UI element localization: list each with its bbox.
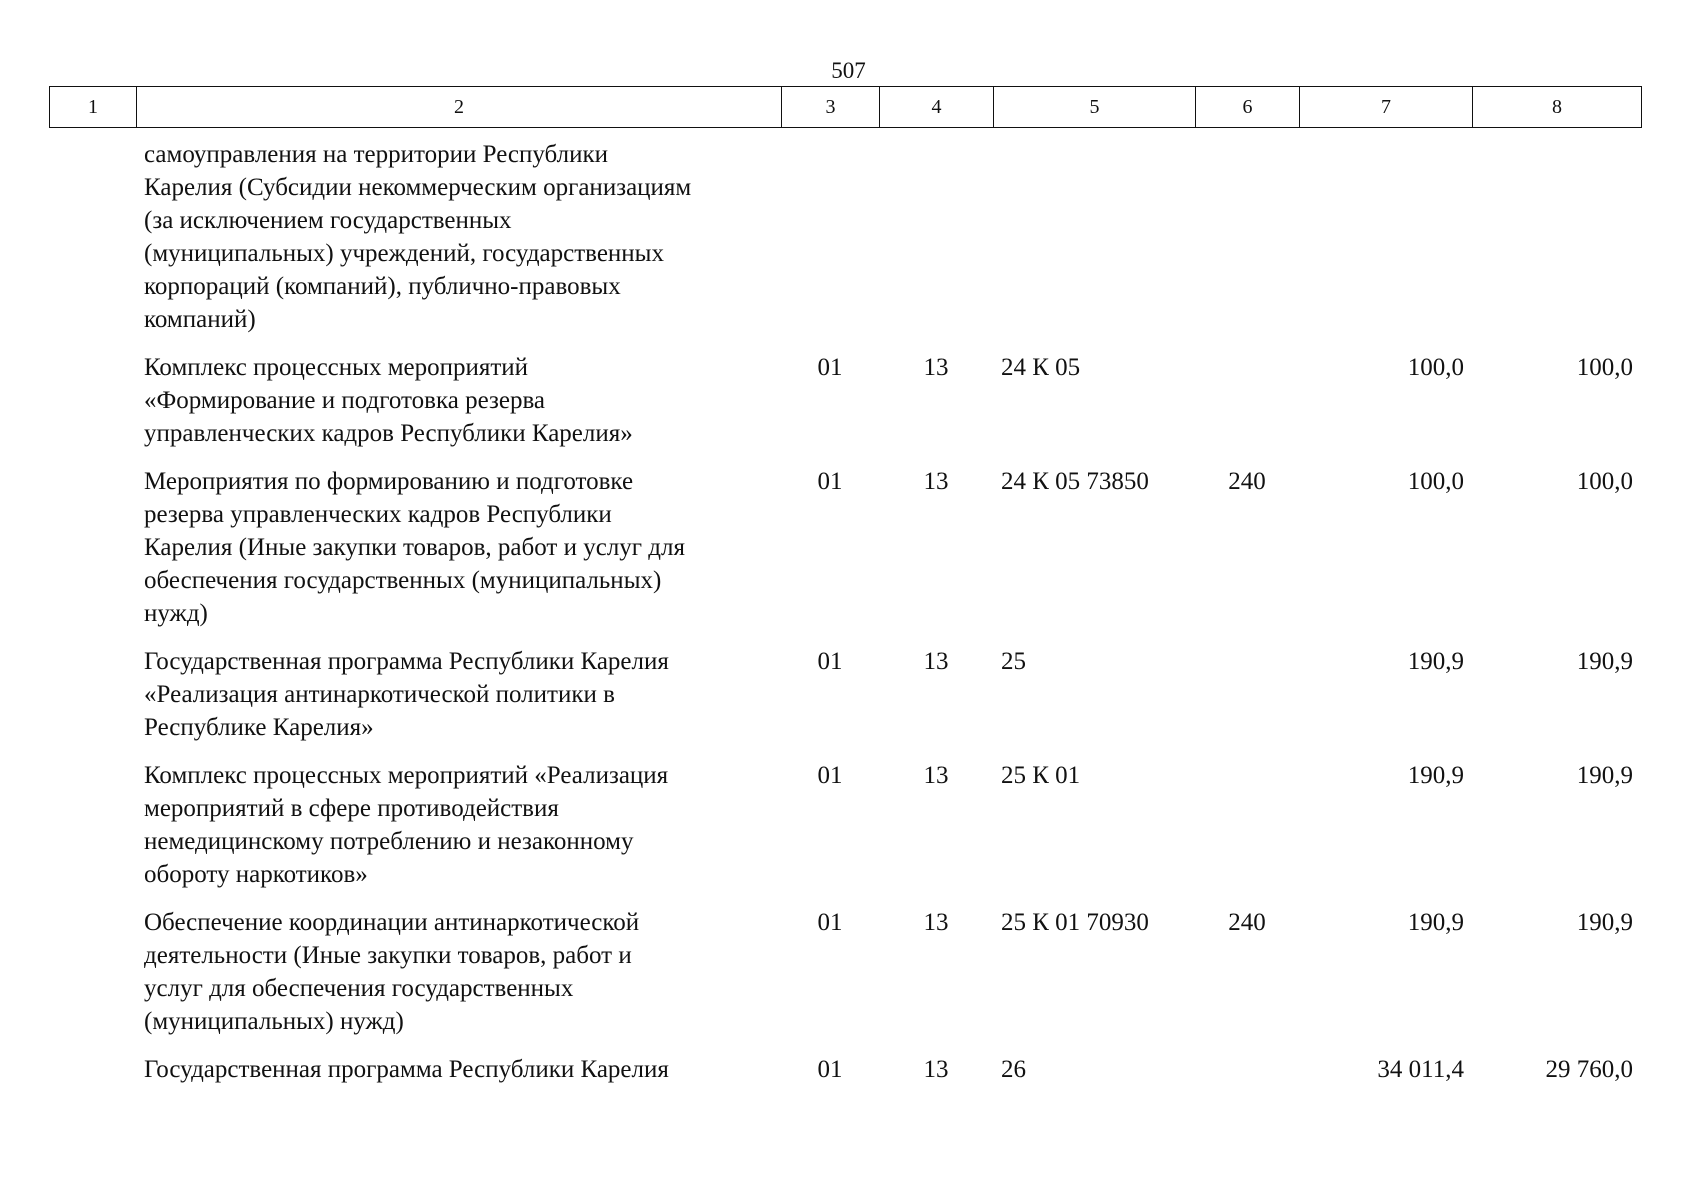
description-line: Карелия (Иные закупки товаров, работ и услуг для	[144, 534, 685, 561]
description-line: управленческих кадров Республики Карелия»	[144, 420, 633, 447]
description-line: Обеспечение координации антинаркотической	[144, 909, 640, 936]
row-expense-type	[1195, 351, 1299, 450]
row-amount-year-1: 100,0	[1407, 354, 1464, 381]
row-description	[136, 1053, 781, 1086]
description-line: Республике Карелия»	[144, 714, 374, 741]
description-line: немедицинскому потреблению и незаконному	[144, 828, 634, 855]
row-spacer	[49, 1053, 136, 1086]
row-amount-year-1: 34 011,4	[1377, 1056, 1464, 1083]
description-line: обеспечения государственных (муниципальных)	[144, 567, 662, 594]
row-subsection-code: 13	[923, 909, 949, 936]
row-amount-year-1: 190,9	[1407, 648, 1464, 675]
description-line: резерва управленческих кадров Республики	[144, 501, 612, 528]
description-line: услуг для обеспечения государственных	[144, 975, 574, 1002]
row-target-article: 25 К 01	[1001, 762, 1081, 789]
row-target-article: 24 К 05 73850	[1001, 468, 1149, 495]
row-section-code	[781, 138, 879, 336]
row-spacer	[49, 906, 136, 1038]
description-line: Мероприятия по формированию и подготовке	[144, 468, 634, 495]
table-row	[49, 645, 1641, 744]
header-col-2: 2	[137, 87, 782, 128]
header-col-7: 7	[1300, 87, 1473, 128]
table-row	[49, 351, 1641, 450]
row-spacer	[49, 351, 136, 450]
row-description	[136, 645, 781, 744]
row-expense-type: 240	[1228, 909, 1266, 936]
row-subsection-code	[879, 138, 993, 336]
row-subsection-code: 13	[923, 762, 949, 789]
header-col-3: 3	[782, 87, 880, 128]
row-expense-type	[1195, 1053, 1299, 1086]
row-subsection-code: 13	[923, 648, 949, 675]
row-amount-year-2: 29 760,0	[1545, 1056, 1633, 1083]
row-subsection-code: 13	[923, 354, 949, 381]
header-col-1: 1	[50, 87, 137, 128]
row-amount-year-1: 190,9	[1407, 762, 1464, 789]
row-expense-type: 240	[1228, 468, 1266, 495]
budget-rows	[49, 138, 1641, 1101]
description-line: корпораций (компаний), публично-правовых	[144, 273, 621, 300]
row-amount-year-2: 100,0	[1576, 468, 1633, 495]
row-section-code: 01	[817, 909, 843, 936]
description-line: «Формирование и подготовка резерва	[144, 387, 546, 414]
description-line: «Реализация антинаркотической политики в	[144, 681, 615, 708]
description-line: обороту наркотиков»	[144, 861, 368, 888]
row-section-code: 01	[817, 354, 843, 381]
description-line: мероприятий в сфере противодействия	[144, 795, 559, 822]
row-amount-year-1	[1299, 138, 1472, 336]
row-target-article: 26	[1001, 1056, 1026, 1083]
row-expense-type	[1195, 138, 1299, 336]
row-description	[136, 351, 781, 450]
column-number-header	[49, 86, 1642, 128]
row-description	[136, 906, 781, 1038]
description-line: Государственная программа Республики Карелия	[144, 648, 669, 675]
row-amount-year-2: 190,9	[1576, 762, 1633, 789]
row-spacer	[49, 759, 136, 891]
table-row	[49, 1053, 1641, 1086]
description-line: Карелия (Субсидии некоммерческим организациям	[144, 174, 692, 201]
description-line: Комплекс процессных мероприятий «Реализация	[144, 762, 669, 789]
row-target-article: 25	[1001, 648, 1026, 675]
row-amount-year-2: 100,0	[1576, 354, 1633, 381]
row-expense-type	[1195, 645, 1299, 744]
row-target-article	[993, 138, 1195, 336]
table-row	[49, 465, 1641, 630]
header-col-6: 6	[1196, 87, 1300, 128]
description-line: нужд)	[144, 600, 208, 627]
row-subsection-code: 13	[923, 468, 949, 495]
row-spacer	[49, 465, 136, 630]
description-line: (муниципальных) нужд)	[144, 1008, 404, 1035]
table-row	[49, 906, 1641, 1038]
row-spacer	[49, 138, 136, 336]
row-amount-year-1: 190,9	[1407, 909, 1464, 936]
description-line: самоуправления на территории Республики	[144, 141, 609, 168]
row-amount-year-2: 190,9	[1576, 648, 1633, 675]
row-section-code: 01	[817, 1056, 843, 1083]
row-spacer	[49, 645, 136, 744]
description-line: Комплекс процессных мероприятий	[144, 354, 529, 381]
row-target-article: 25 К 01 70930	[1001, 909, 1149, 936]
header-col-8: 8	[1473, 87, 1642, 128]
description-line: Государственная программа Республики Карелия	[144, 1056, 669, 1083]
row-amount-year-2: 190,9	[1576, 909, 1633, 936]
row-amount-year-1: 100,0	[1407, 468, 1464, 495]
row-target-article: 24 К 05	[1001, 354, 1081, 381]
description-line: (муниципальных) учреждений, государственных	[144, 240, 664, 267]
row-description	[136, 138, 781, 336]
header-col-5: 5	[994, 87, 1196, 128]
row-subsection-code: 13	[923, 1056, 949, 1083]
description-line: (за исключением государственных	[144, 207, 512, 234]
table-row	[49, 759, 1641, 891]
description-line: деятельности (Иные закупки товаров, работ и	[144, 942, 632, 969]
row-description	[136, 465, 781, 630]
page-number: 507	[831, 58, 866, 83]
row-amount-year-2	[1472, 138, 1641, 336]
row-expense-type	[1195, 759, 1299, 891]
description-line: компаний)	[144, 306, 256, 333]
row-section-code: 01	[817, 762, 843, 789]
row-description	[136, 759, 781, 891]
table-row	[49, 138, 1641, 336]
header-col-4: 4	[880, 87, 994, 128]
row-section-code: 01	[817, 648, 843, 675]
row-section-code: 01	[817, 468, 843, 495]
